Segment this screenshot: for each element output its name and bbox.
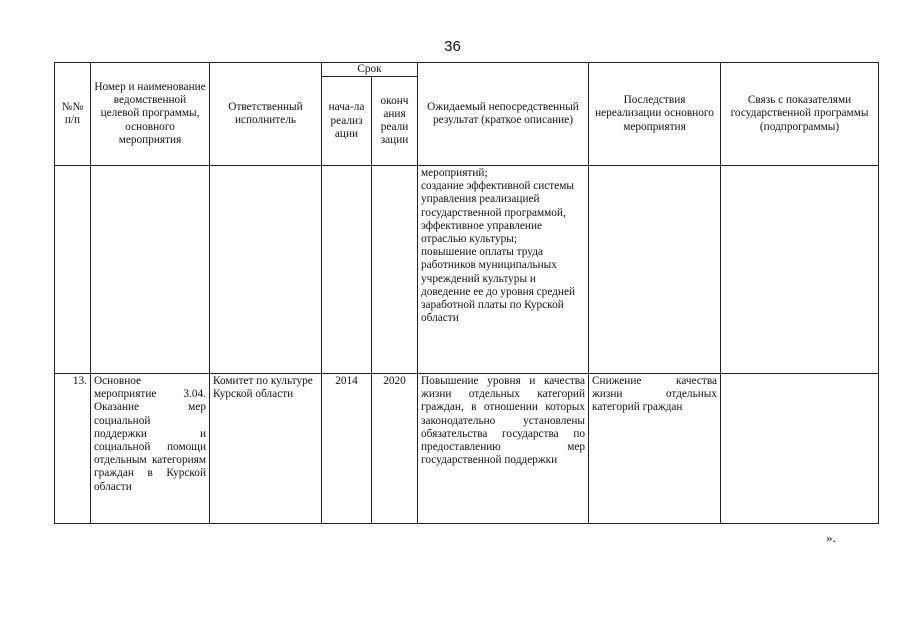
row-result: мероприятий; создание эффективной системы управления реализацией государственной программой, эффективное управление отраслью культуры; повышение оплаты труда работников муниципальных учреждений культуры и доведение ее до уровня средней заработной платы по Курской области (418, 166, 589, 374)
row-end: 2020 (372, 374, 418, 524)
header-end: оконч ания реали зации (372, 77, 418, 166)
row-result: Повышение уровня и качества жизни отдельных категорий граждан, в отношении которых законодательно установлены обязательства государства по предоставлению мер государственной поддержки (418, 374, 589, 524)
program-table (54, 62, 879, 524)
header-name: Номер и наименование ведомственной целевой программы, основного мероприятия (91, 63, 210, 166)
header-executor: Ответственный исполнитель (210, 63, 322, 166)
header-link: Связь с показателями государственной программы (подпрограммы) (721, 63, 879, 166)
table-row (55, 374, 879, 524)
row-end (372, 166, 418, 374)
header-num: №№ п/п (55, 63, 91, 166)
row-consequences: Снижение качества жизни отдельных категорий граждан (589, 374, 721, 524)
row-start: 2014 (322, 374, 372, 524)
row-consequences (589, 166, 721, 374)
row-name: Основное мероприятие 3.04. Оказание мер социальной поддержки и социальной помощи отдельным категориям граждан в Курской области (91, 374, 210, 524)
page-number: 36 (444, 38, 461, 55)
row-link (721, 374, 879, 524)
header-start: нача-ла реализ ации (322, 77, 372, 166)
closing-mark: ». (826, 530, 836, 545)
header-result: Ожидаемый непосредственный результат (краткое описание) (418, 63, 589, 166)
row-link (721, 166, 879, 374)
row-executor: Комитет по культуре Курской области (210, 374, 322, 524)
row-executor (210, 166, 322, 374)
row-start (322, 166, 372, 374)
row-num (55, 166, 91, 374)
header-row-1 (55, 63, 879, 77)
header-consequences: Последствия нереализации основного мероприятия (589, 63, 721, 166)
row-num: 13. (55, 374, 91, 524)
row-name (91, 166, 210, 374)
table-row (55, 166, 879, 374)
header-term: Срок (322, 63, 418, 77)
